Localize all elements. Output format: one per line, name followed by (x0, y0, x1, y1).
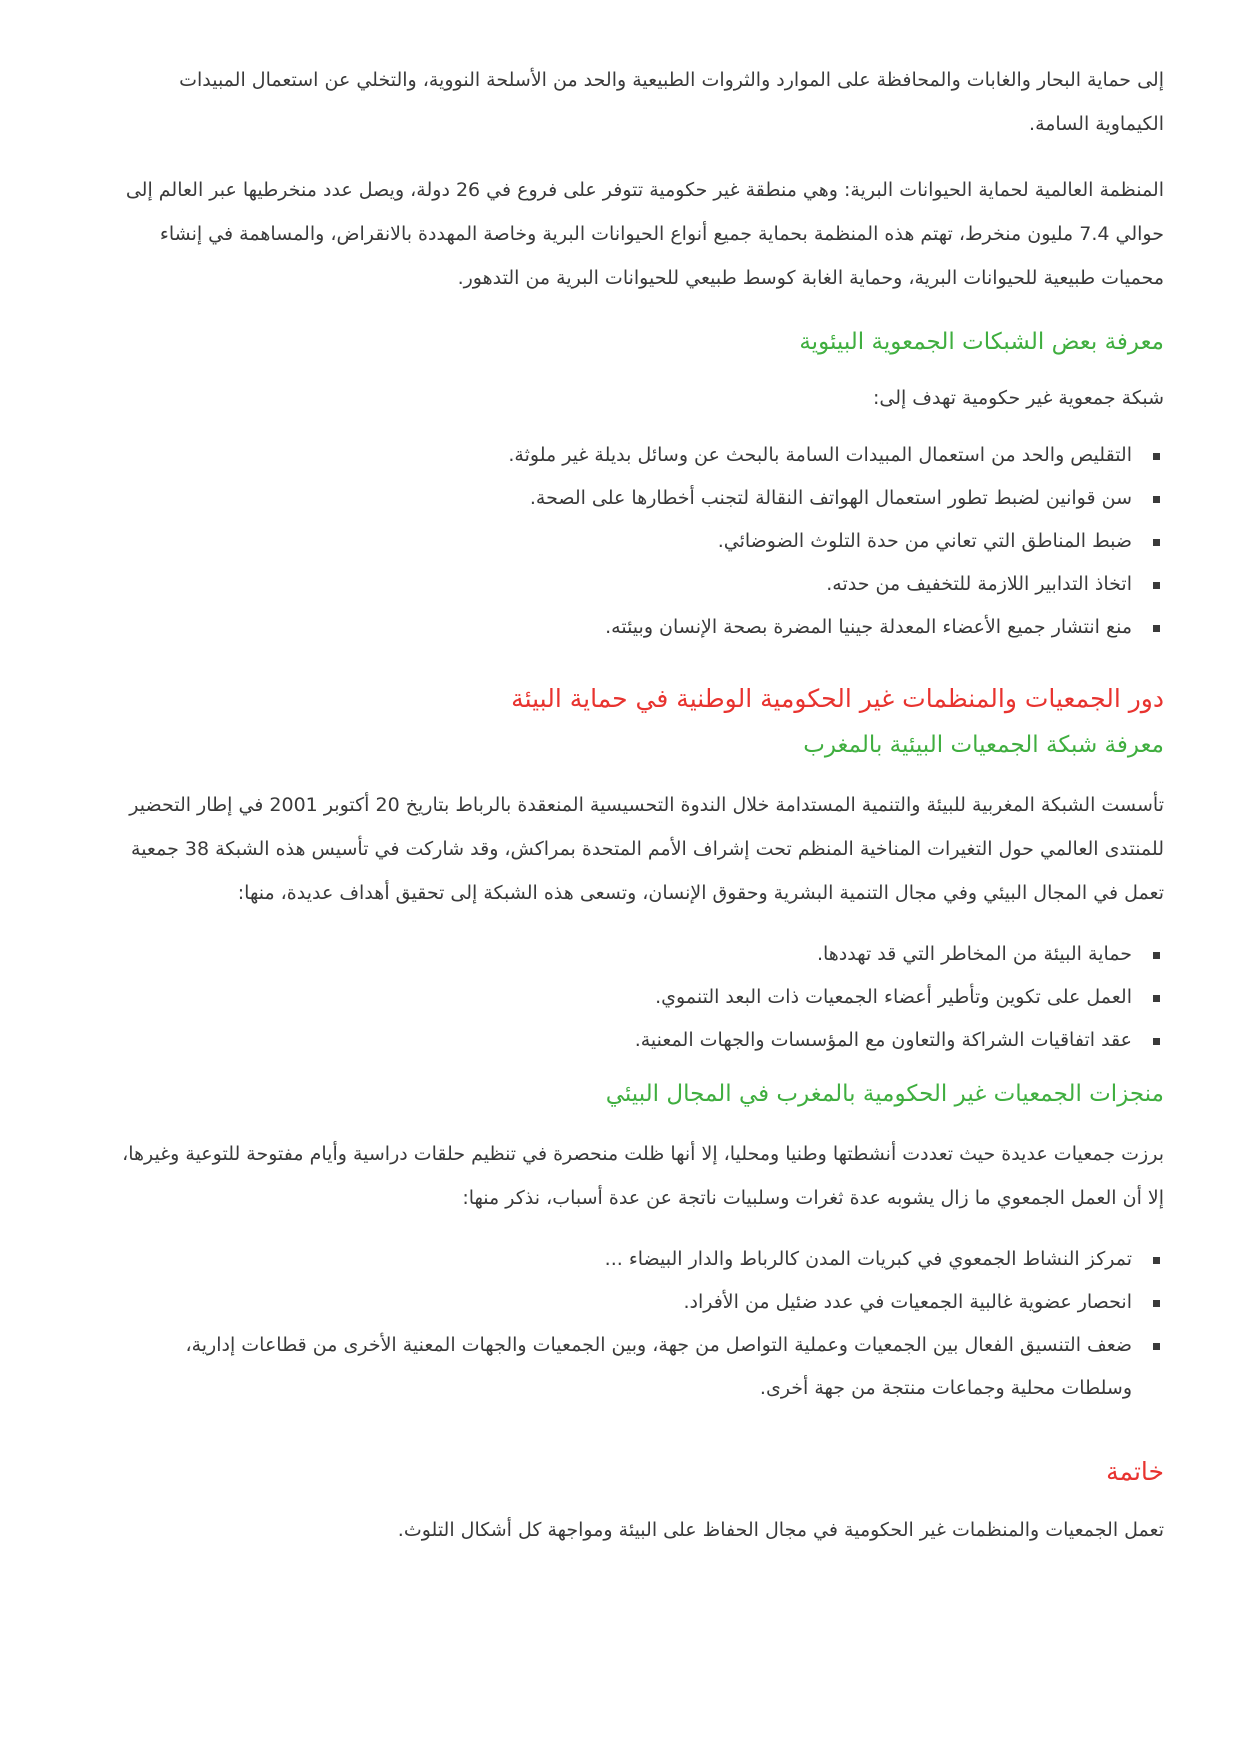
list-item (110, 520, 1164, 563)
section-heading-achievements: منجزات الجمعيات غير الحكومية بالمغرب في المجال البيئي (605, 1081, 1164, 1107)
list-item-text: العمل على تكوين وتأطير أعضاء الجمعيات ذات البعد التنموي. (655, 986, 1132, 1008)
achievements-paragraph: برزت جمعيات عديدة حيث تعددت أنشطتها وطنيا ومحليا، إلا أنها ظلت منحصرة في تنظيم حلقات دراسية وأيام مفتوحة للتوعية وغيرها، إلا أن العمل الجمعوي ما زال يشوبه عدة ثغرات وسلبيات ناتجة عن عدة أسباب، نذكر منها: (122, 1143, 1164, 1209)
list-item (110, 434, 1164, 477)
bullet-square-icon (1153, 1300, 1160, 1307)
list-item (110, 1281, 1164, 1324)
intro-paragraph-2: المنظمة العالمية لحماية الحيوانات البرية: وهي منطقة غير حكومية تتوفر على فروع في 26 دولة، ويصل عدد منخرطيها عبر العالم إلى حوالي 7.4 مليون منخرط، تهتم هذه المنظمة بحماية جميع أنواع الحيوانات البرية وخاصة المهددة بالانقراض، والمساهمة في إنشاء محميات طبيعية للحيوانات البرية، وحماية الغابة كوسط طبيعي للحيوانات البرية من التدهور. (125, 179, 1164, 289)
national-goals-list (110, 933, 1164, 1062)
list-item-text: حماية البيئة من المخاطر التي قد تهددها. (816, 943, 1132, 965)
bullet-square-icon (1153, 453, 1160, 460)
list-item (110, 606, 1164, 649)
bullet-square-icon (1153, 995, 1160, 1002)
list-item-text: عقد اتفاقيات الشراكة والتعاون مع المؤسسات والجهات المعنية. (634, 1029, 1132, 1051)
intro-paragraph-1: إلى حماية البحار والغابات والمحافظة على الموارد والثروات الطبيعية والحد من الأسلحة النووية، والتخلي عن استعمال المبيدات الكيماوية السامة. (179, 69, 1164, 135)
list-item-text: سن قوانين لضبط تطور استعمال الهواتف النقالة لتجنب أخطارها على الصحة. (529, 487, 1132, 509)
conclusion-paragraph: تعمل الجمعيات والمنظمات غير الحكومية في مجال الحفاظ على البيئة ومواجهة كل أشكال التلوث. (397, 1519, 1164, 1541)
list-item-text: منع انتشار جميع الأعضاء المعدلة جينيا المضرة بصحة الإنسان وبيئته. (605, 616, 1132, 638)
list-item (110, 1324, 1164, 1410)
list-item (110, 933, 1164, 976)
bullet-square-icon (1153, 496, 1160, 503)
section-heading-moroccan-network: معرفة شبكة الجمعيات البيئية بالمغرب (803, 732, 1164, 758)
list-item-text: اتخاذ التدابير اللازمة للتخفيف من حدته. (826, 573, 1132, 595)
networks-lead: شبكة جمعوية غير حكومية تهدف إلى: (872, 387, 1164, 409)
networks-list (110, 434, 1164, 649)
list-item (110, 976, 1164, 1019)
bullet-square-icon (1153, 1038, 1160, 1045)
list-item-text: تمركز النشاط الجمعوي في كبريات المدن كالرباط والدار البيضاء ... (604, 1248, 1132, 1270)
bullet-square-icon (1153, 1257, 1160, 1264)
list-item (110, 1019, 1164, 1062)
list-item-text: التقليص والحد من استعمال المبيدات السامة بالبحث عن وسائل بديلة غير ملوثة. (508, 444, 1132, 466)
national-paragraph: تأسست الشبكة المغربية للبيئة والتنمية المستدامة خلال الندوة التحسيسية المنعقدة بالرباط بتاريخ 20 أكتوبر 2001 في إطار التحضير للمنتدى العالمي حول التغيرات المناخية المنظم تحت إشراف الأمم المتحدة بمراكش، وقد شاركت في تأسيس هذه الشبكة 38 جمعية تعمل في المجال البيئي وفي مجال التنمية البشرية وحقوق الإنسان، وتسعى هذه الشبكة إلى تحقيق أهداف عديدة، منها: (129, 794, 1164, 904)
list-item-text: انحصار عضوية غالبية الجمعيات في عدد ضئيل من الأفراد. (683, 1291, 1132, 1313)
bullet-square-icon (1153, 952, 1160, 959)
bullet-square-icon (1153, 1343, 1160, 1350)
achievements-list (110, 1238, 1164, 1410)
list-item-text: ضبط المناطق التي تعاني من حدة التلوث الضوضائي. (717, 530, 1132, 552)
list-item-text: ضعف التنسيق الفعال بين الجمعيات وعملية التواصل من جهة، وبين الجمعيات والجهات المعنية الأخرى من قطاعات إدارية، وسلطات محلية وجماعات منتجة من جهة أخرى. (185, 1334, 1132, 1399)
list-item (110, 477, 1164, 520)
list-item (110, 563, 1164, 606)
section-heading-national-role: دور الجمعيات والمنظمات غير الحكومية الوطنية في حماية البيئة (511, 684, 1164, 713)
bullet-square-icon (1153, 539, 1160, 546)
section-heading-conclusion: خاتمة (1106, 1457, 1164, 1486)
list-item (110, 1238, 1164, 1281)
section-heading-networks: معرفة بعض الشبكات الجمعوية البيئوية (799, 329, 1164, 355)
bullet-square-icon (1153, 582, 1160, 589)
bullet-square-icon (1153, 625, 1160, 632)
